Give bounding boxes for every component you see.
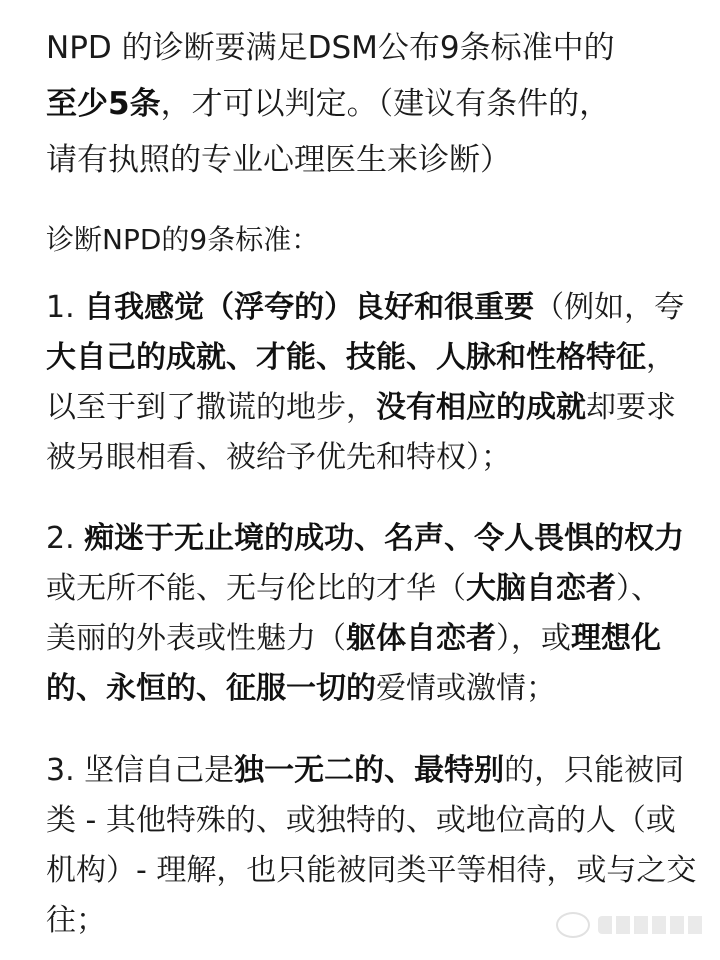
watermark: [556, 908, 706, 942]
bold-phrase: 躯体自恋者: [346, 621, 496, 656]
criterion-2-line-1: [46, 514, 686, 564]
intro-line-2: [46, 76, 686, 132]
bold-phrase: 独一无二的、最特别: [234, 753, 505, 788]
bold-phrase: 没有相应的成就: [376, 390, 586, 425]
criterion-3-line-3: 机构）- 理解，也只能被同类平等相待，或与之交: [46, 853, 697, 888]
criterion-number: 2.: [46, 521, 85, 556]
plain-phrase: 或无所不能、无与伦比的才华（: [46, 571, 466, 606]
intro-paragraph: [46, 20, 686, 188]
criterion-2-line-4: [46, 664, 686, 714]
intro-line-3: 请有执照的专业心理医生来诊断）: [46, 142, 511, 178]
criterion-3-line-4: 往；: [46, 903, 106, 938]
criterion-1-line-4: 被另眼相看、被给予优先和特权）；: [46, 440, 511, 475]
criterion-1-line-2: [46, 333, 686, 383]
plain-phrase: ，: [646, 340, 676, 375]
plain-phrase: ）、: [616, 571, 661, 606]
plain-phrase: 却要求: [586, 390, 676, 425]
bold-phrase: 理想化: [571, 621, 661, 656]
criterion-3-line-1: [46, 746, 686, 796]
bold-phrase: 自我感觉（浮夸的）良好和很重要: [84, 290, 535, 325]
intro-bold-phrase: 至少5条: [46, 86, 161, 122]
criterion-1: [46, 283, 686, 483]
plain-phrase: 美丽的外表或性魅力（: [46, 621, 346, 656]
criterion-2-line-2: [46, 564, 686, 614]
plain-phrase: （例如，夸: [534, 290, 685, 325]
bold-phrase: 的、永恒的、征服一切的: [46, 671, 376, 706]
bold-phrase: 痴迷于无止境的成功、名声、令人畏惧的权力: [84, 521, 685, 556]
criterion-number: 1.: [46, 290, 85, 325]
bold-phrase: 大自己的成就、才能、技能、人脉和性格特征: [46, 340, 646, 375]
criteria-heading: [46, 215, 686, 265]
watermark-text-mark: [598, 916, 706, 934]
plain-phrase: 爱情或激情；: [376, 671, 556, 706]
plain-phrase: 的，只能被同: [504, 753, 685, 788]
intro-line-2-rest: ，才可以判定。（建议有条件的，: [160, 86, 611, 122]
criterion-1-line-1: [46, 283, 686, 333]
bold-phrase: 大脑自恋者: [466, 571, 616, 606]
criterion-3-line-2: 类 - 其他特殊的、或独特的、或地位高的人（或: [46, 803, 676, 838]
plain-phrase: ），或: [496, 621, 571, 656]
intro-line-1: NPD 的诊断要满足DSM公布9条标准中的: [46, 30, 615, 66]
criterion-2-line-3: [46, 614, 686, 664]
criterion-1-line-3: [46, 383, 686, 433]
criteria-heading-text: 诊断NPD的9条标准：: [46, 223, 320, 256]
weibo-logo-icon: [556, 912, 590, 938]
plain-phrase: 3. 坚信自己是: [46, 753, 235, 788]
plain-phrase: 以至于到了撒谎的地步，: [46, 390, 376, 425]
criterion-2: [46, 514, 686, 714]
